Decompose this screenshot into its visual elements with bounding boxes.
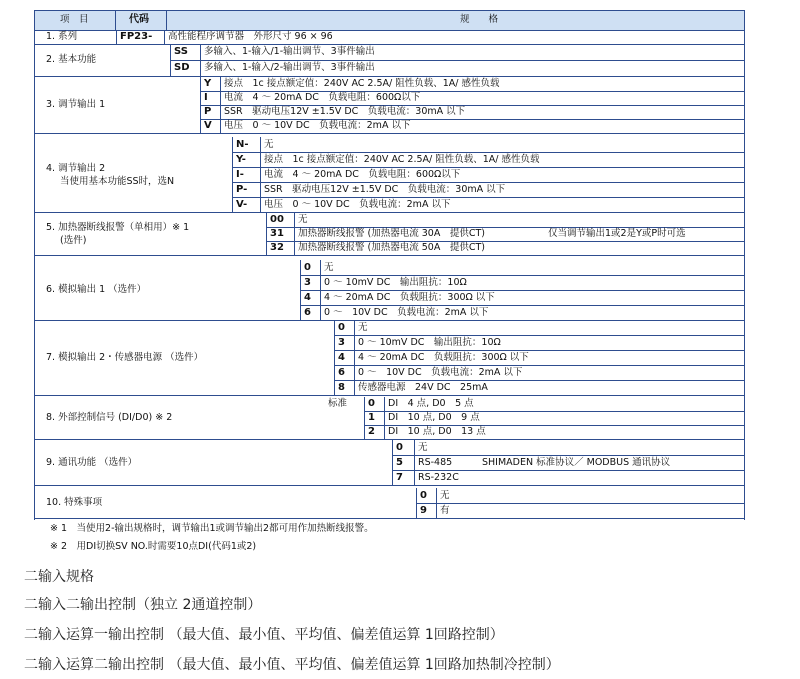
option-code: 3 — [338, 336, 345, 348]
option-code: I — [204, 92, 208, 103]
header-code: 代码 — [129, 14, 149, 25]
row-label-9: 9. 通讯功能 （选件） — [46, 456, 138, 468]
side-note: 仅当调节输出1或2是Y或P时可选 — [548, 228, 686, 239]
option-code: 6 — [338, 366, 345, 378]
row-sublabel-5: (选件) — [60, 235, 87, 246]
option-code: 1 — [368, 412, 375, 423]
header-spec: 规 格 — [460, 14, 499, 25]
option-code: V — [204, 120, 212, 131]
option-code: I- — [236, 168, 244, 180]
option-code: 00 — [270, 214, 284, 225]
rule — [34, 255, 744, 256]
rule — [34, 395, 744, 396]
option-code: SS — [174, 46, 188, 57]
option-spec: 多输入、1-输入/1-输出调节、3事件输出 — [204, 46, 375, 57]
option-spec: 无 — [324, 261, 334, 273]
option-code: 5 — [396, 456, 403, 468]
paragraph-1: 二输入规格 — [24, 569, 94, 585]
rule — [34, 518, 744, 519]
row-label-5: 5. 加热器断线报警（单相用）※ 1 — [46, 222, 190, 233]
option-spec: 接点 1c 接点额定值：240V AC 2.5A/ 阻性负载、1A/ 感性负载 — [224, 78, 500, 89]
row-label-1: 1. 系列 — [46, 31, 78, 42]
option-code: N- — [236, 138, 249, 150]
standard-tag: 标准 — [328, 398, 348, 409]
row-sublabel-4: 当使用基本功能SS时，选N — [60, 175, 175, 187]
paragraph-3: 二输入运算一输出控制 （最大值、最小值、平均值、偏差值运算 1回路控制） — [24, 627, 504, 643]
option-code: 8 — [338, 381, 345, 393]
option-code: V- — [236, 198, 248, 210]
option-spec: 0 ～ 10mV DC 输出阻抗：10Ω — [324, 276, 467, 288]
row-label-10: 10. 特殊事项 — [46, 497, 103, 508]
rule — [34, 44, 744, 45]
option-spec: 4 ～ 20mA DC 负载阻抗：300Ω 以下 — [324, 291, 495, 303]
rule — [260, 137, 261, 212]
row-label-3: 3. 调节输出 1 — [46, 99, 106, 110]
option-spec: 电流 4 ～ 20mA DC 负载电阻：600Ω以下 — [264, 168, 461, 180]
option-code: 7 — [396, 471, 403, 483]
option-code: P — [204, 106, 212, 117]
option-spec: 电流 4 ～ 20mA DC 负载电阻：600Ω以下 — [224, 92, 421, 103]
option-code: 0 — [304, 261, 311, 273]
option-spec: 4 ～ 20mA DC 负载阻抗：300Ω 以下 — [358, 351, 529, 363]
rule — [34, 320, 744, 321]
option-spec: SSR 驱动电压12V ±1.5V DC 负载电流：30mA 以下 — [264, 183, 506, 195]
rule — [232, 137, 233, 212]
option-spec: 0 ～ 10V DC 负载电流：2mA 以下 — [358, 366, 523, 378]
footnote-1: ※ 1 当使用2-输出规格时，调节输出1或调节输出2都可用作加热断线报警。 — [50, 523, 374, 534]
option-code: Y — [204, 78, 212, 89]
rule — [34, 212, 744, 213]
option-code: 0 — [368, 398, 375, 409]
rule — [414, 440, 415, 485]
option-spec: 加热器断线报警 (加热器电流 30A 提供CT) — [298, 228, 485, 239]
row-label-6: 6. 模拟输出 1 （选件） — [46, 284, 147, 295]
option-code: 2 — [368, 426, 375, 437]
option-spec: 0 ～ 10V DC 负载电流：2mA 以下 — [324, 306, 489, 318]
row-label-4: 4. 调节输出 2 — [46, 162, 106, 174]
option-code: 0 — [338, 321, 345, 333]
option-spec: 无 — [298, 214, 308, 225]
rule — [364, 397, 365, 439]
paragraph-4: 二输入运算二输出控制 （最大值、最小值、平均值、偏差值运算 1回路加热制冷控制） — [24, 657, 560, 673]
rule — [34, 10, 744, 11]
option-spec: SSR 驱动电压12V ±1.5V DC 负载电流：30mA 以下 — [224, 106, 466, 117]
rule — [384, 397, 385, 439]
option-code: FP23- — [120, 31, 153, 42]
rule — [166, 10, 167, 30]
side-note: SHIMADEN 标准协议／ MODBUS 通讯协议 — [482, 456, 671, 468]
option-code: 6 — [304, 306, 311, 318]
row-label-7: 7. 模拟输出 2・传感器电源 （选件） — [46, 351, 204, 363]
option-code: 32 — [270, 242, 284, 253]
option-code: 4 — [338, 351, 345, 363]
rule — [416, 503, 744, 504]
option-spec: 电压 0 ～ 10V DC 负载电流：2mA 以下 — [264, 198, 451, 210]
row-label-8: 8. 外部控制信号 (DI/D0) ※ 2 — [46, 412, 173, 423]
option-spec: DI 4 点, D0 5 点 — [388, 398, 474, 409]
rule — [34, 76, 744, 77]
option-code: 0 — [396, 441, 403, 453]
header-item: 项 目 — [60, 14, 89, 25]
rule — [34, 485, 744, 486]
rule — [334, 320, 335, 395]
option-spec: 加热器断线报警 (加热器电流 50A 提供CT) — [298, 242, 485, 253]
footnote-2: ※ 2 用DI切换SV NO.时需要10点DI(代码1或2) — [50, 541, 257, 552]
option-spec: 无 — [264, 138, 274, 150]
option-code: 4 — [304, 291, 311, 303]
option-code: 3 — [304, 276, 311, 288]
option-spec: DI 10 点, D0 9 点 — [388, 412, 480, 423]
option-spec: 无 — [440, 489, 450, 501]
row-label-2: 2. 基本功能 — [46, 54, 97, 65]
paragraph-2: 二输入二输出控制（独立 2通道控制） — [24, 597, 262, 613]
option-spec: 传感器电源 24V DC 25mA — [358, 381, 488, 393]
rule — [354, 320, 355, 395]
rule — [170, 60, 744, 61]
rule — [392, 440, 393, 485]
rule — [115, 10, 116, 30]
rule — [34, 133, 744, 134]
option-spec: 电压 0 ～ 10V DC 负载电流：2mA 以下 — [224, 120, 411, 131]
rule — [294, 213, 295, 255]
option-code: 31 — [270, 228, 284, 239]
rule — [34, 439, 744, 440]
option-spec: 无 — [418, 441, 428, 453]
option-code: P- — [236, 183, 248, 195]
option-code: Y- — [236, 153, 246, 165]
option-spec: 高性能程序调节器 外形尺寸 96 × 96 — [168, 31, 333, 42]
option-spec: RS-232C — [418, 471, 459, 483]
option-code: 9 — [420, 504, 427, 516]
rule — [266, 213, 267, 255]
rule — [744, 10, 745, 520]
option-spec: 有 — [440, 504, 450, 516]
option-spec: DI 10 点, D0 13 点 — [388, 426, 486, 437]
option-spec: 0 ～ 10mV DC 输出阻抗：10Ω — [358, 336, 501, 348]
option-spec: RS-485 — [418, 456, 453, 468]
rule — [34, 10, 35, 520]
option-spec: 接点 1c 接点额定值：240V AC 2.5A/ 阻性负载、1A/ 感性负载 — [264, 153, 540, 165]
option-code: SD — [174, 62, 190, 73]
option-spec: 无 — [358, 321, 368, 333]
rule — [116, 30, 117, 44]
option-spec: 多输入、1-输入/2-输出调节、3事件输出 — [204, 62, 375, 73]
rule — [164, 30, 165, 44]
option-code: 0 — [420, 489, 427, 501]
